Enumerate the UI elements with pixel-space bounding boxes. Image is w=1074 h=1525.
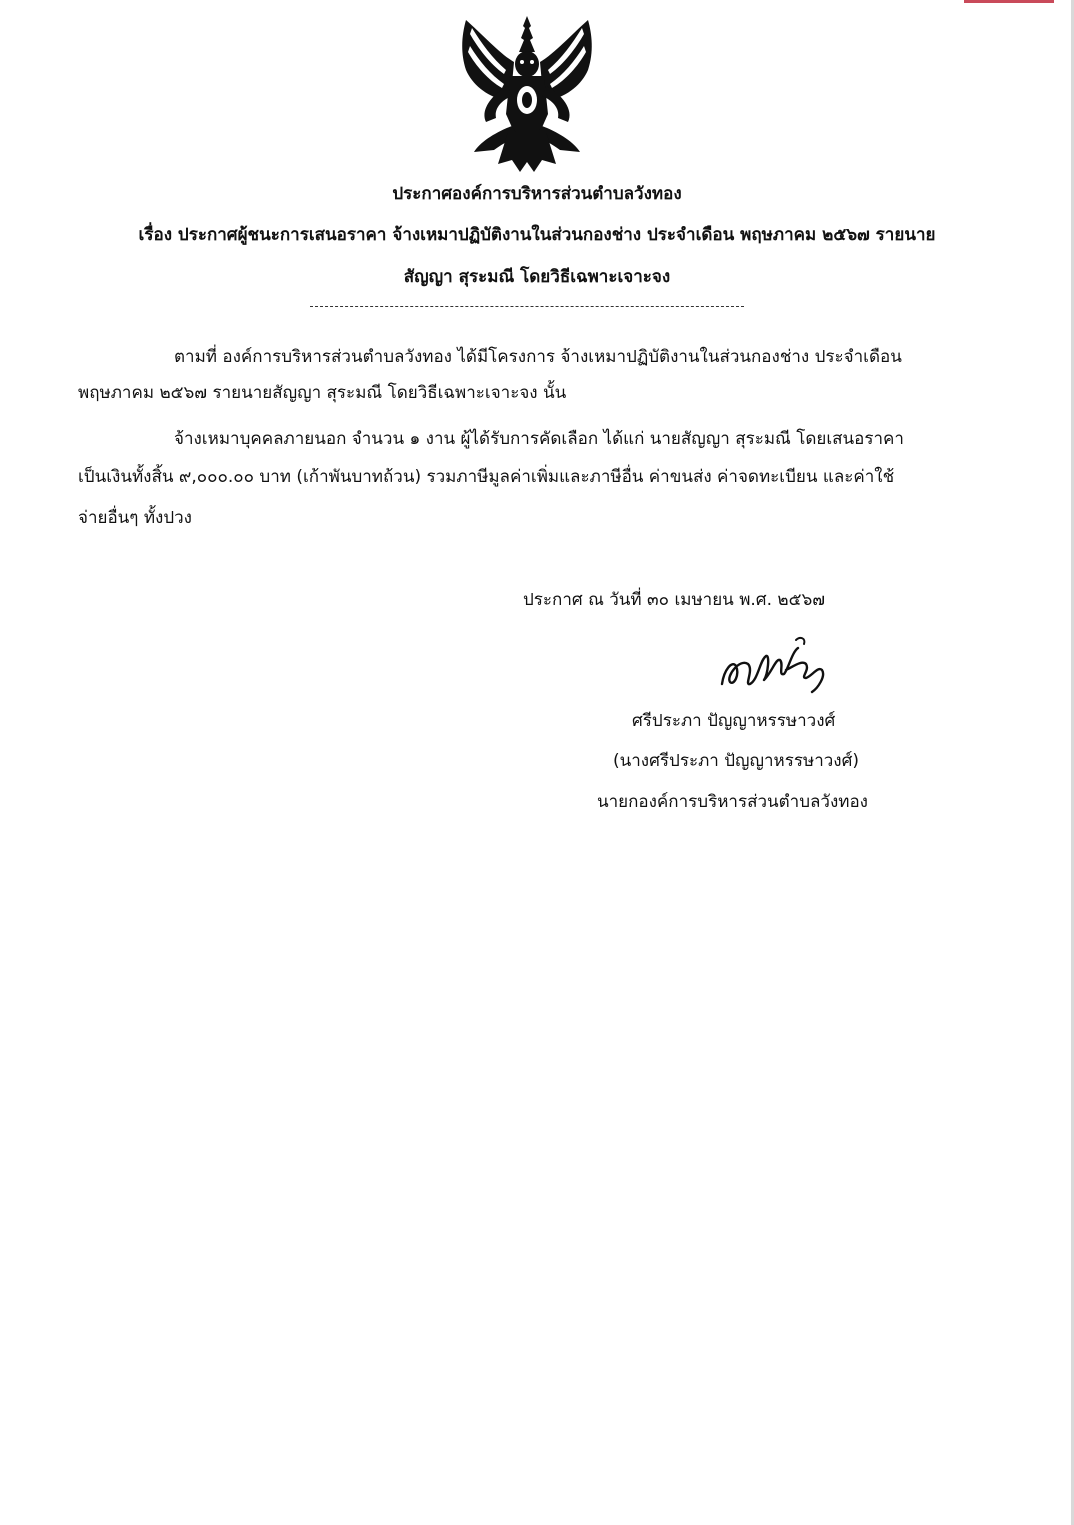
- announcement-subject-continued: สัญญา สุระมณี โดยวิธีเฉพาะเจาะจง: [403, 267, 671, 287]
- announcement-subject: เรื่อง ประกาศผู้ชนะการเสนอราคา จ้างเหมาปฏิบัติงานในส่วนกองช่าง ประจำเดือน พฤษภาคม ๒๕๖๗ รายนาย: [138, 225, 936, 245]
- handwritten-signature-icon: [714, 630, 834, 698]
- announcement-date: ประกาศ ณ วันที่ ๓๐ เมษายน พ.ศ. ๒๕๖๗: [523, 590, 826, 610]
- paragraph-1-line-1: ตามที่ องค์การบริหารส่วนตำบลวังทอง ได้มีโครงการ จ้างเหมาปฏิบัติงานในส่วนกองช่าง ประจำเดือน: [174, 347, 902, 367]
- signatory-name: ศรีประภา ปัญญาหรรษาวงศ์: [632, 711, 836, 731]
- paragraph-2-line-3: จ่ายอื่นๆ ทั้งปวง: [78, 508, 192, 528]
- paragraph-2-line-2: เป็นเงินทั้งสิ้น ๙,๐๐๐.๐๐ บาท (เก้าพันบาทถ้วน) รวมภาษีมูลค่าเพิ่มและภาษีอื่น ค่าขนส่ง ค่าจดทะเบียน และค่าใช้: [78, 467, 895, 487]
- signatory-position: นายกองค์การบริหารส่วนตำบลวังทอง: [597, 792, 868, 812]
- signatory-full-name: (นางศรีประภา ปัญญาหรรษาวงศ์): [613, 751, 860, 771]
- announcement-title: ประกาศองค์การบริหารส่วนตำบลวังทอง: [392, 184, 682, 204]
- paragraph-1-line-2: พฤษภาคม ๒๕๖๗ รายนายสัญญา สุระมณี โดยวิธีเฉพาะเจาะจง นั้น: [78, 383, 567, 403]
- corner-mark: [964, 0, 1054, 3]
- paragraph-2-line-1: จ้างเหมาบุคคลภายนอก จำนวน ๑ งาน ผู้ได้รับการคัดเลือก ได้แก่ นายสัญญา สุระมณี โดยเสนอราคา: [174, 429, 904, 449]
- separator-line: [310, 306, 744, 307]
- garuda-emblem-icon: [452, 14, 602, 174]
